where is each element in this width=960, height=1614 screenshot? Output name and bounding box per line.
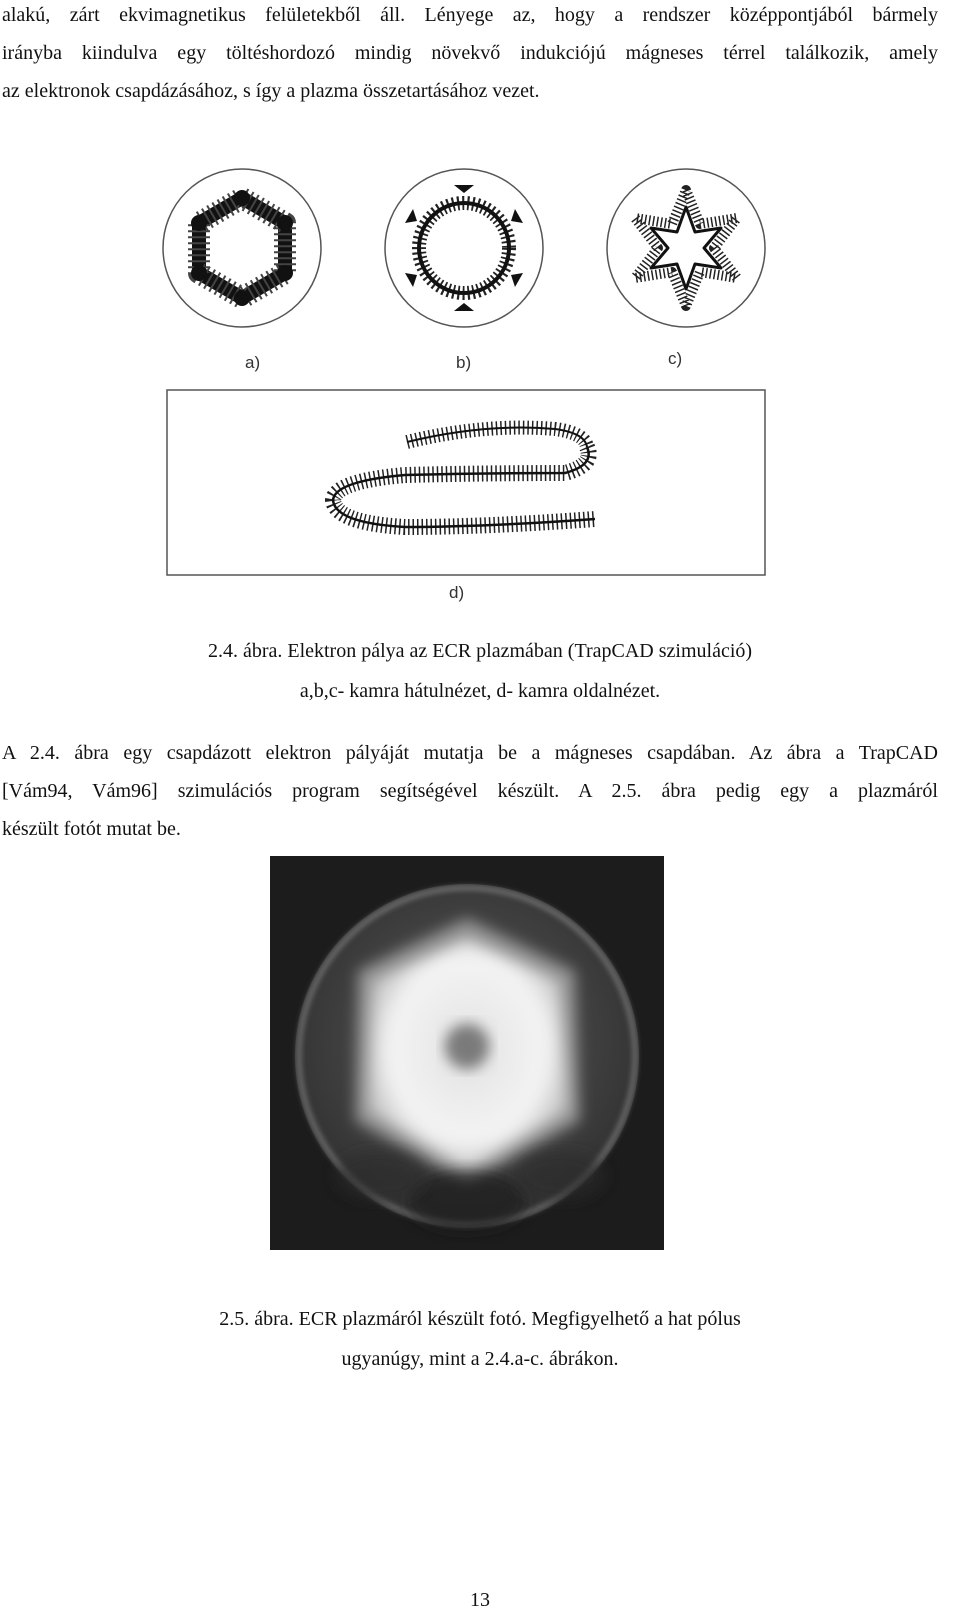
figure-2-5-caption <box>0 1299 960 1379</box>
figure-2-5-photo <box>270 856 664 1250</box>
intro-line: alakú, zárt ekvimagnetikus felületekből áll. Lényege az, hogy a rendszer középpontjából bármely <box>2 4 938 26</box>
caption-line: 2.5. ábra. ECR plazmáról készült fotó. Megfigyelhető a hat pólus <box>219 1308 741 1330</box>
body-line: készült fotót mutat be. <box>2 818 181 840</box>
caption-line: a,b,c- kamra hátulnézet, d- kamra oldalnézet. <box>299 680 661 702</box>
intro-line: az elektronok csapdázásához, s így a plazma összetartásához vezet. <box>2 80 540 102</box>
figure-2-4-sublabel-c: c) <box>668 349 683 368</box>
figure-2-4 <box>155 155 775 610</box>
figure-2-4-sublabel-d: d) <box>449 583 465 602</box>
body-paragraph <box>2 734 938 848</box>
figure-2-4-sublabel-a: a) <box>245 353 261 372</box>
page-number: 13 <box>470 1589 490 1611</box>
intro-line: irányba kiindulva egy töltéshordozó mindig növekvő indukciójú mágneses térrel találkozik, amely <box>2 42 938 64</box>
figure-2-4-panel-a <box>163 169 321 327</box>
figure-2-4-panel-c <box>607 169 765 327</box>
body-line: [Vám94, Vám96] szimulációs program segítségével készült. A 2.5. ábra pedig egy a plazmáról <box>2 780 938 802</box>
caption-line: 2.4. ábra. Elektron pálya az ECR plazmában (TrapCAD szimuláció) <box>207 640 753 662</box>
intro-paragraph <box>2 0 938 110</box>
figure-2-4-sublabel-b: b) <box>456 353 472 372</box>
figure-2-4-caption <box>0 631 960 711</box>
body-line: A 2.4. ábra egy csapdázott elektron pályáját mutatja be a mágneses csapdában. Az ábra a TrapCAD <box>2 742 938 764</box>
caption-line: ugyanúgy, mint a 2.4.a-c. ábrákon. <box>341 1348 619 1370</box>
figure-2-4-panel-d <box>167 390 765 575</box>
figure-2-4-panel-b <box>385 169 543 327</box>
